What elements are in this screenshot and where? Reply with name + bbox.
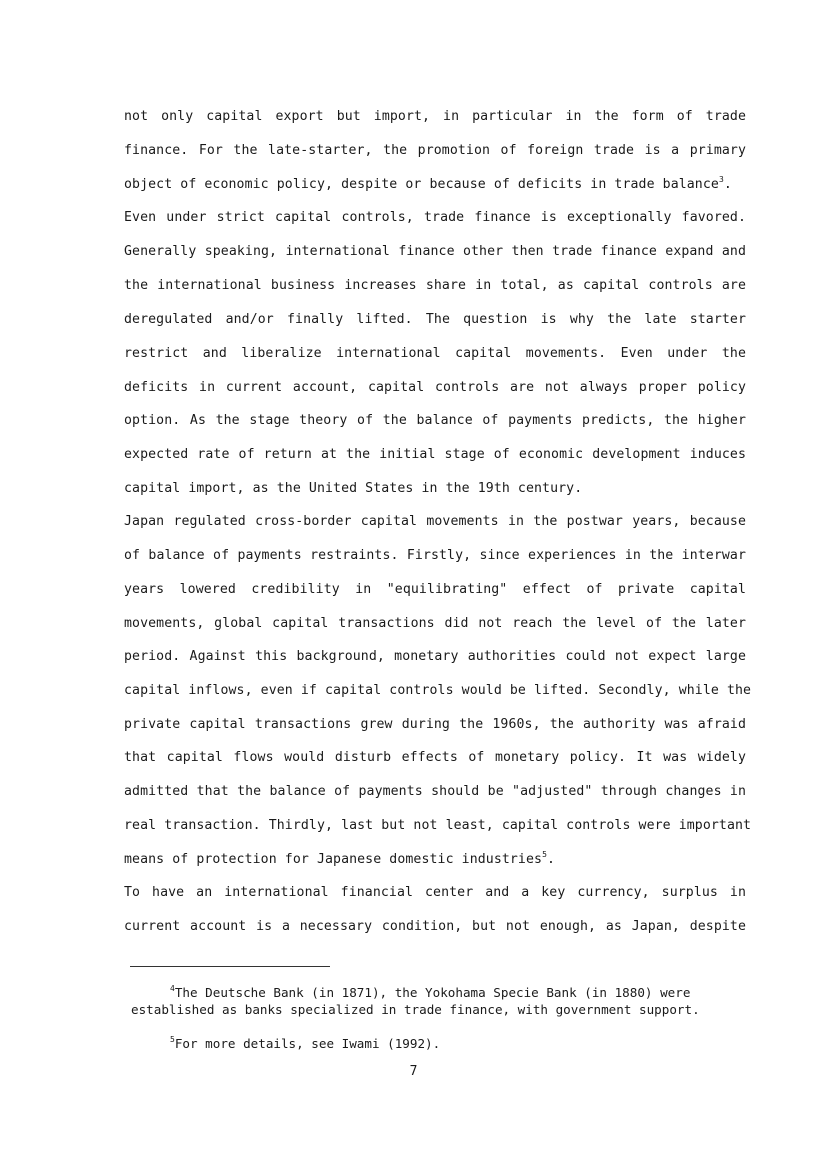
body-line: Japan regulated cross-border capital movements in the postwar years, because — [124, 514, 746, 529]
footnote-mark: 5 — [170, 1035, 175, 1044]
body-line: expected rate of return at the initial stage of economic development induces — [124, 447, 746, 462]
body-line: of balance of payments restraints. Firstly, since experiences in the interwar — [124, 548, 746, 563]
page-number: 7 — [409, 1064, 418, 1079]
body-line: not only capital export but import, in particular in the form of trade — [124, 109, 746, 124]
footnote-4-line-1 — [170, 984, 690, 1002]
body-line — [124, 851, 746, 869]
body-line-suffix: . — [723, 177, 732, 192]
body-line: Even under strict capital controls, trade finance is exceptionally favored. — [124, 210, 746, 225]
body-line-suffix: . — [546, 852, 556, 867]
body-line-text: means of protection for Japanese domestic industries — [124, 852, 543, 867]
body-line: capital import, as the United States in the 19th century. — [124, 481, 583, 496]
footnote-mark: 4 — [170, 984, 175, 993]
body-line: the international business increases share in total, as capital controls are — [124, 278, 746, 293]
body-line: deficits in current account, capital controls are not always proper policy — [124, 380, 746, 395]
body-line: real transaction. Thirdly, last but not least, capital controls were important — [124, 818, 752, 833]
body-line: option. As the stage theory of the balance of payments predicts, the higher — [124, 413, 746, 428]
footnote-text: For more details, see Iwami (1992). — [174, 1036, 441, 1051]
footnote-4-line-2: established as banks specialized in trade finance, with government support. — [131, 1002, 700, 1017]
body-line: restrict and liberalize international capital movements. Even under the — [124, 346, 746, 361]
body-line: capital inflows, even if capital controls would be lifted. Secondly, while the — [124, 683, 752, 698]
body-line: private capital transactions grew during the 1960s, the authority was afraid — [124, 717, 746, 732]
footnote-divider — [130, 966, 330, 967]
footnote-5 — [170, 1035, 440, 1053]
body-line — [124, 176, 746, 194]
body-line: that capital flows would disturb effects of monetary policy. It was widely — [124, 750, 746, 765]
body-line: Generally speaking, international finance other then trade finance expand and — [124, 244, 746, 259]
body-line: movements, global capital transactions did not reach the level of the later — [124, 616, 746, 631]
footnote-text: The Deutsche Bank (in 1871), the Yokohama Specie Bank (in 1880) were — [174, 985, 691, 1000]
body-line: current account is a necessary condition, but not enough, as Japan, despite — [124, 919, 746, 934]
footnote-mark: 3 — [718, 175, 724, 184]
body-line: To have an international financial center and a key currency, surplus in — [124, 885, 746, 900]
body-line: finance. For the late-starter, the promotion of foreign trade is a primary — [124, 143, 746, 158]
footnote-mark: 5 — [542, 850, 547, 859]
body-line-text: object of economic policy, despite or because of deficits in trade balance — [124, 177, 719, 192]
body-line: years lowered credibility in "equilibrating" effect of private capital — [124, 582, 746, 597]
body-line: admitted that the balance of payments should be "adjusted" through changes in — [124, 784, 746, 799]
body-line: deregulated and/or finally lifted. The question is why the late starter — [124, 312, 746, 327]
body-line: period. Against this background, monetary authorities could not expect large — [124, 649, 746, 664]
